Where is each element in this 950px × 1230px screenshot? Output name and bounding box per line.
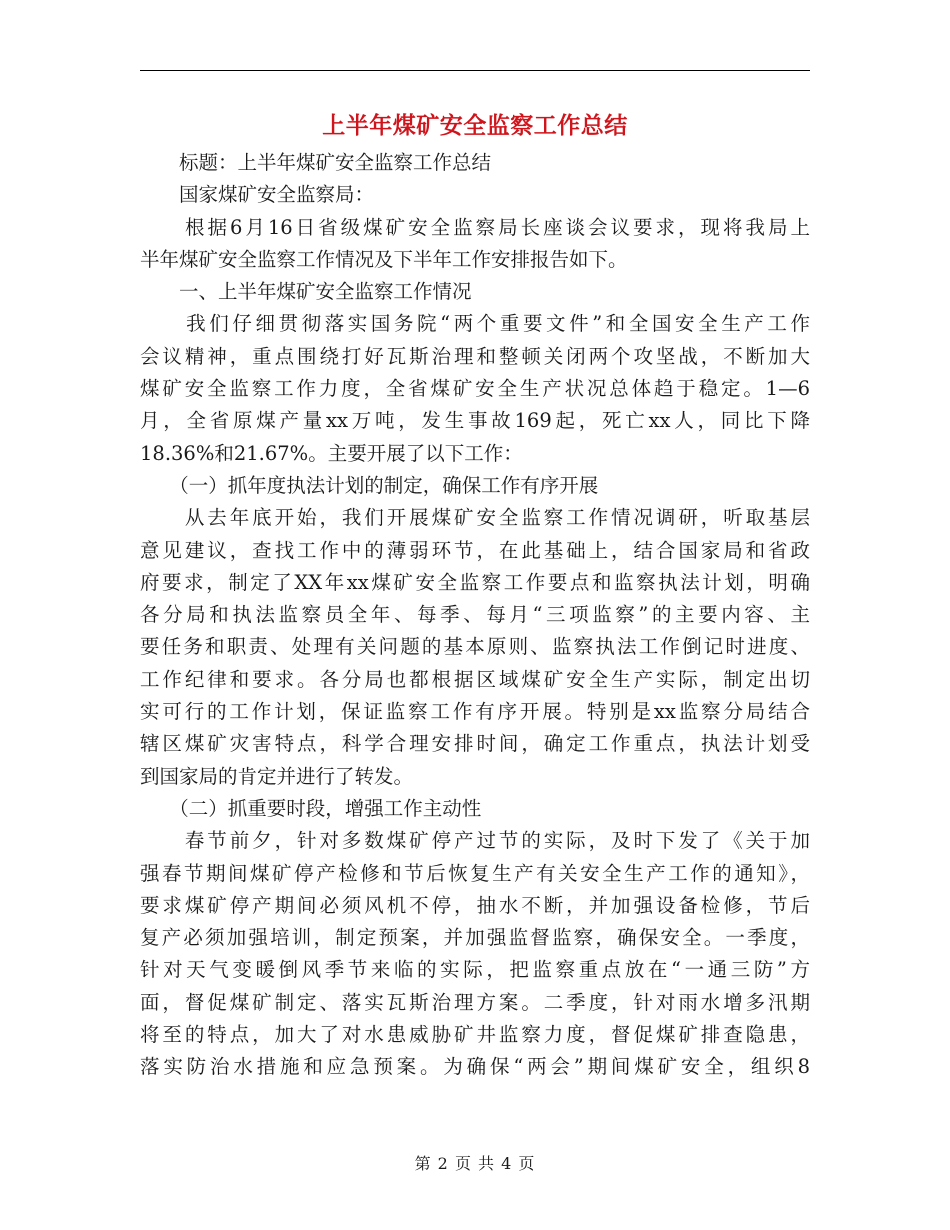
subsection-heading: （二）抓重要时段，增强工作主动性 bbox=[140, 796, 482, 820]
body-line: 从去年底开始，我们开展煤矿安全监察工作情况调研，听取基层 bbox=[140, 506, 810, 530]
body-line: 强春节期间煤矿停产检修和节后恢复生产有关安全生产工作的通知》， bbox=[140, 861, 810, 885]
body-line: 要求煤矿停产期间必须风机不停，抽水不断，并加强设备检修，节后 bbox=[140, 893, 810, 917]
body-line: 各分局和执法监察员全年、每季、每月“三项监察”的主要内容、主 bbox=[140, 603, 810, 627]
body-line: 月，全省原煤产量xx万吨，发生事故169起，死亡xx人，同比下降 bbox=[140, 409, 810, 433]
body-line: 半年煤矿安全监察工作情况及下半年工作安排报告如下。 bbox=[140, 247, 628, 271]
document-title: 上半年煤矿安全监察工作总结 bbox=[322, 112, 628, 139]
body-line: 针对天气变暖倒风季节来临的实际，把监察重点放在“一通三防”方 bbox=[140, 958, 810, 982]
body-line: 复产必须加强培训，制定预案，并加强监督监察，确保安全。一季度， bbox=[140, 926, 810, 950]
body-line: 辖区煤矿灾害特点，科学合理安排时间，确定工作重点，执法计划受 bbox=[140, 732, 810, 756]
body-line: 要任务和职责、处理有关问题的基本原则、监察执法工作倒记时进度、 bbox=[140, 635, 810, 659]
body-line: 实可行的工作计划，保证监察工作有序开展。特别是xx监察分局结合 bbox=[140, 700, 810, 724]
body-line: 标题：上半年煤矿安全监察工作总结 bbox=[140, 151, 492, 174]
header-rule bbox=[140, 70, 810, 71]
body-line: 工作纪律和要求。各分局也都根据区域煤矿安全生产实际，制定出切 bbox=[140, 667, 810, 691]
body-line: 府要求，制定了XX年xx煤矿安全监察工作要点和监察执法计划，明确 bbox=[140, 570, 810, 594]
subsection-heading: （一）抓年度执法计划的制定，确保工作有序开展 bbox=[140, 473, 599, 497]
body-line: 落实防治水措施和应急预案。为确保“两会”期间煤矿安全，组织8 bbox=[140, 1055, 810, 1079]
body-line: 将至的特点，加大了对水患威胁矿井监察力度，督促煤矿排查隐患， bbox=[140, 1023, 810, 1047]
body-line: 根据6月16日省级煤矿安全监察局长座谈会议要求，现将我局上 bbox=[140, 215, 810, 239]
body-line: 意见建议，查找工作中的薄弱环节，在此基础上，结合国家局和省政 bbox=[140, 538, 810, 562]
document-body bbox=[140, 147, 810, 1084]
body-line: 国家煤矿安全监察局： bbox=[140, 183, 375, 207]
body-line: 到国家局的肯定并进行了转发。 bbox=[140, 764, 414, 788]
body-line: 会议精神，重点围绕打好瓦斯治理和整顿关闭两个攻坚战，不断加大 bbox=[140, 344, 810, 368]
body-line: 18.36%和21.67%。主要开展了以下工作： bbox=[140, 441, 523, 465]
body-line: 煤矿安全监察工作力度，全省煤矿安全生产状况总体趋于稳定。1—6 bbox=[140, 377, 810, 401]
page-number: 第 2 页 共 4 页 bbox=[414, 1154, 536, 1173]
body-line: 面，督促煤矿制定、落实瓦斯治理方案。二季度，针对雨水增多汛期 bbox=[140, 990, 810, 1014]
body-line: 春节前夕，针对多数煤矿停产过节的实际，及时下发了《关于加 bbox=[140, 829, 810, 853]
body-line: 我们仔细贯彻落实国务院“两个重要文件”和全国安全生产工作 bbox=[140, 312, 810, 336]
section-heading: 一、上半年煤矿安全监察工作情况 bbox=[140, 280, 472, 304]
